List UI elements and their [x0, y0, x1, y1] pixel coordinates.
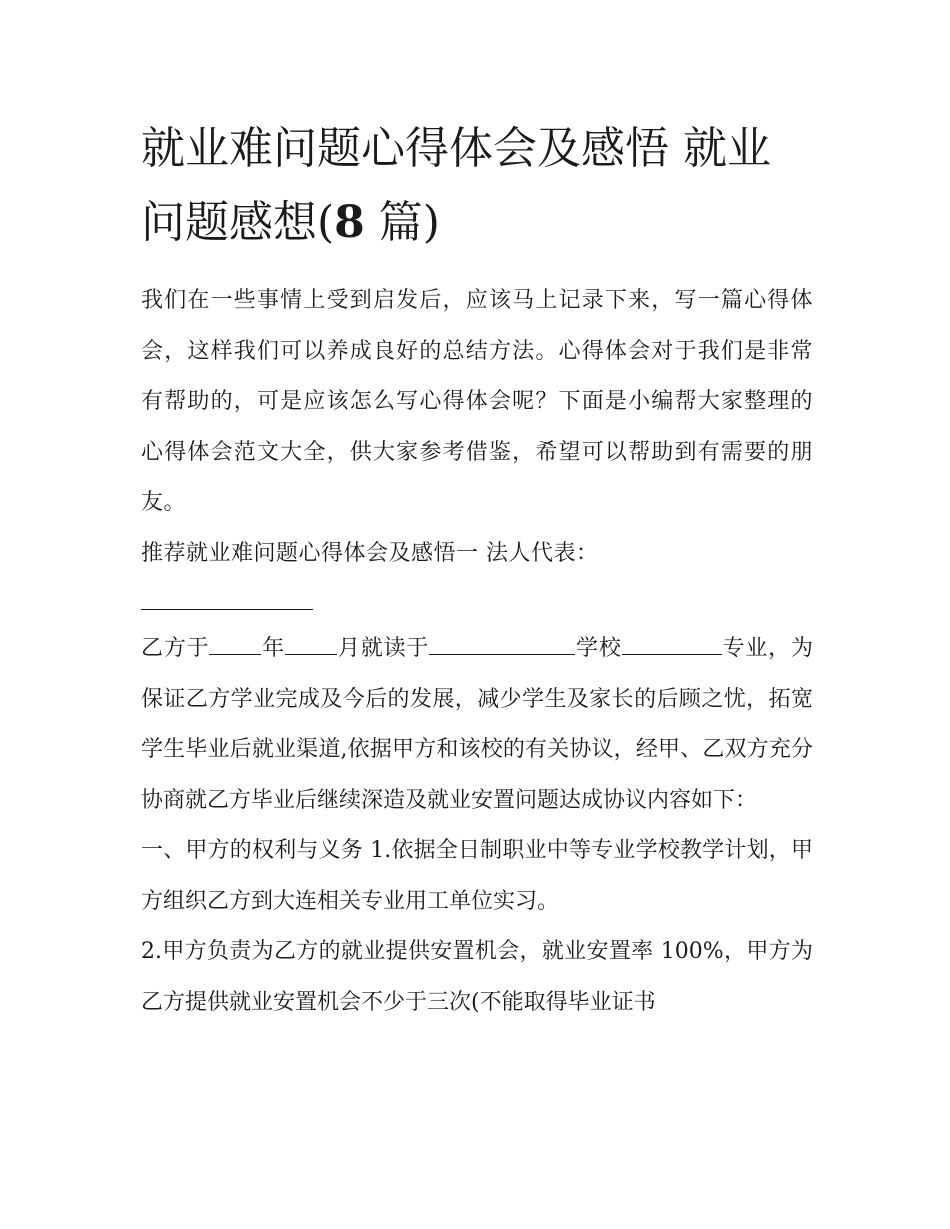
contract-text-a: 乙方于	[141, 636, 210, 661]
document-title	[141, 112, 813, 260]
month-blank	[285, 634, 337, 655]
clause-1: 一、甲方的权利与义务 1.依据全日制职业中等专业学校教学计划，甲方组织乙方到大连相关专业用工单位实习。	[141, 838, 813, 914]
contract-paragraph	[141, 624, 813, 826]
title-number: 8	[334, 197, 365, 248]
intro-paragraph: 我们在一些事情上受到启发后，应该马上记录下来，写一篇心得体会，这样我们可以养成良好的总结方法。心得体会对于我们是非常有帮助的，可是应该怎么写心得体会呢？下面是小编帮大家整理的心得体会范文大全，供大家参考借鉴，希望可以帮助到有需要的朋友。	[141, 288, 813, 515]
clause-2: 2.甲方负责为乙方的就业提供安置机会，就业安置率 100%，甲方为乙方提供就业安置机会不少于三次(不能取得毕业证书	[141, 939, 813, 1015]
recommend-line: 推荐就业难问题心得体会及感悟一 法人代表：	[141, 540, 599, 566]
contract-text-e: 专业，为保证乙方学业完成及今后的发展，减少学生及家长的后顾之忧，拓宽学生毕业后就业渠道,依据甲方和该校的有关协议，经甲、乙双方充分协商就乙方毕业后继续深造及就业安置问题达成协议内容如下：	[141, 636, 813, 813]
year-blank	[209, 634, 261, 655]
signature-blank-line	[141, 579, 313, 610]
school-blank	[429, 634, 575, 655]
title-text: 就业难问题心得体会及感悟 就业问题感想(	[141, 123, 771, 248]
contract-text-c: 月就读于	[337, 636, 430, 661]
contract-text-b: 年	[261, 636, 286, 661]
document-page	[141, 112, 813, 1028]
contract-text-d: 学校	[575, 636, 622, 661]
major-blank	[622, 634, 722, 655]
title-suffix: 篇)	[364, 197, 440, 248]
